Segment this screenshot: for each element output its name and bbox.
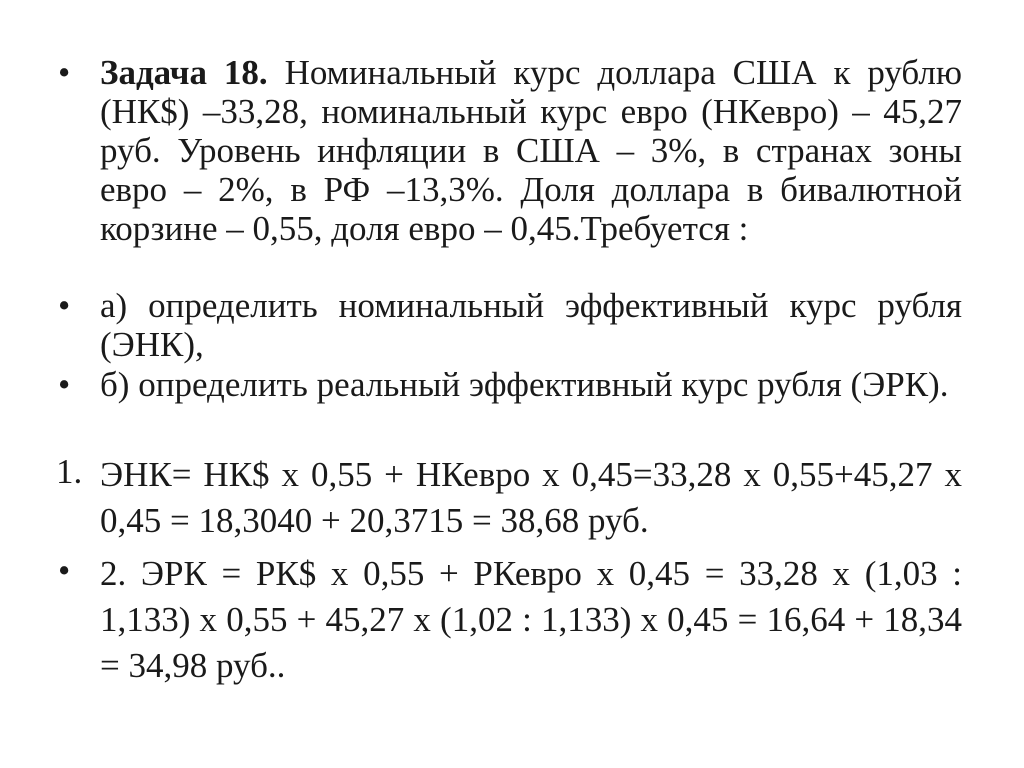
requirement-a-text: а) определить номинальный эффективный курс рубля (ЭНК), xyxy=(100,286,962,364)
solution-step-2-text: 2. ЭРК = РК$ х 0,55 + РКевро х 0,45 = 33,28 х (1,03 : 1,133) х 0,55 + 45,27 х (1,02 : 1,133) х 0,45 = 16,64 + 18,34 = 34,98 руб.. xyxy=(100,554,962,685)
bullet-marker: • xyxy=(58,365,71,404)
bullet-marker: • xyxy=(58,286,71,325)
task-title: Задача 18. xyxy=(100,53,268,92)
bullet-marker: • xyxy=(58,53,71,92)
bullet-marker: • xyxy=(58,551,71,590)
numbered-marker: 1. xyxy=(56,452,83,491)
requirement-b-text: б) определить реальный эффективный курс рубля (ЭРК). xyxy=(100,365,949,404)
task-text xyxy=(100,53,962,248)
task-body: Номинальный курс доллара США к рублю (НК$) –33,28, номинальный курс евро (НКевро) – 45,27 руб. Уровень инфляции в США – 3%, в странах зоны евро – 2%, в РФ –13,3%. Доля доллара в бивалютной корзине – 0,55, доля евро – 0,45.Требуется : xyxy=(100,53,962,248)
solution-step-1-text: ЭНК= НК$ х 0,55 + НКевро х 0,45=33,28 х 0,55+45,27 х 0,45 = 18,3040 + 20,3715 = 38,68 руб. xyxy=(100,455,962,540)
